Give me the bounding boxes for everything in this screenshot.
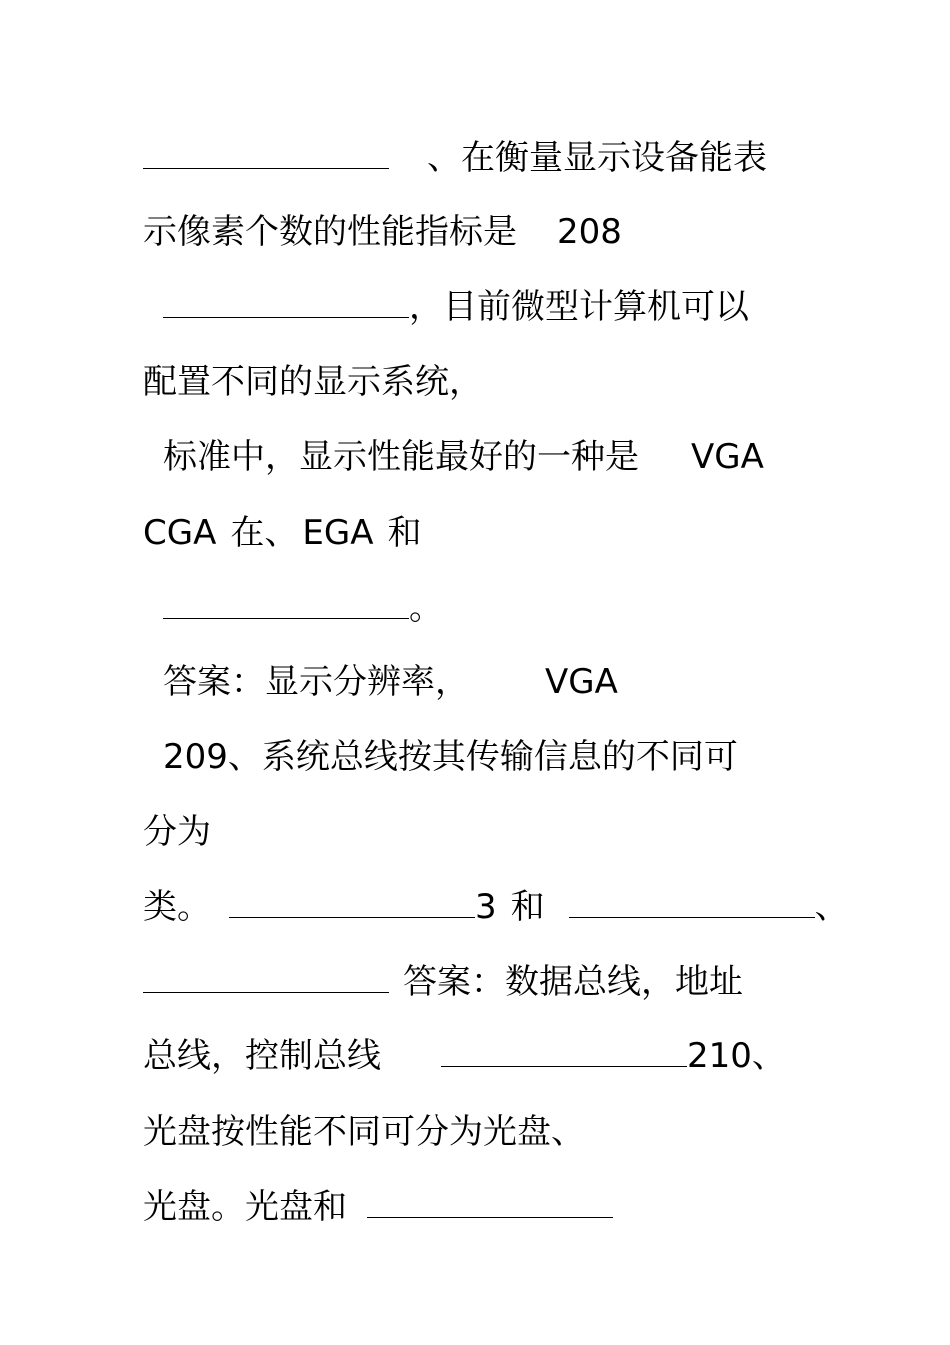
text-segment: 配置不同的显示系统， <box>143 362 483 402</box>
answer-text: 答案：显示分辨率， <box>163 662 469 702</box>
text-segment: 示像素个数的性能指标是 <box>143 212 517 252</box>
line-8 <box>163 662 618 702</box>
text-segment: 和 <box>510 887 545 927</box>
fill-blank <box>163 617 409 619</box>
line-11 <box>143 887 849 927</box>
text-segment: 在、 <box>230 513 299 553</box>
text-segment: 光盘。光盘和 <box>143 1187 347 1227</box>
question-text: 209、系统总线按其传输信息的不同可 <box>163 737 738 777</box>
line-5 <box>163 437 764 477</box>
text-segment: 3 <box>475 887 497 927</box>
fill-blank <box>143 167 389 169</box>
fill-blank <box>143 991 389 993</box>
question-number: 208 <box>557 212 622 252</box>
question-number: 210、 <box>687 1036 786 1076</box>
line-1 <box>143 138 767 178</box>
line-14 <box>143 1112 585 1152</box>
line-4 <box>143 362 483 402</box>
text-segment: 和 <box>387 513 422 553</box>
line-13 <box>143 1036 786 1076</box>
text-segment: 标准中，显示性能最好的一种是 <box>163 437 639 477</box>
text-segment: 分为 <box>143 812 211 852</box>
text-segment: ，目前微型计算机可以 <box>409 287 749 327</box>
line-10 <box>143 812 211 852</box>
answer-text: 答案：数据总线，地址 <box>403 962 743 1002</box>
fill-blank <box>229 916 475 918</box>
question-text: 光盘按性能不同可分为光盘、 <box>143 1112 585 1152</box>
line-9 <box>163 737 738 777</box>
fill-blank <box>367 1216 613 1218</box>
fill-blank <box>441 1065 687 1067</box>
text-segment: 、在衡量显示设备能表 <box>427 138 767 178</box>
line-2 <box>143 212 622 252</box>
standard-ega: EGA <box>302 513 374 553</box>
line-7 <box>163 588 443 628</box>
text-segment: 、 <box>814 887 849 927</box>
fill-blank <box>163 316 409 318</box>
fill-blank <box>569 916 815 918</box>
standard-vga: VGA <box>691 437 764 477</box>
text-segment: 类。 <box>143 887 211 927</box>
standard-cga: CGA <box>143 513 217 553</box>
text-segment: 。 <box>409 588 443 628</box>
answer-vga: VGA <box>545 662 618 702</box>
line-12 <box>143 962 743 1002</box>
line-3 <box>163 287 749 327</box>
line-15 <box>143 1187 613 1227</box>
line-6 <box>143 513 421 553</box>
answer-text: 总线，控制总线 <box>143 1036 381 1076</box>
